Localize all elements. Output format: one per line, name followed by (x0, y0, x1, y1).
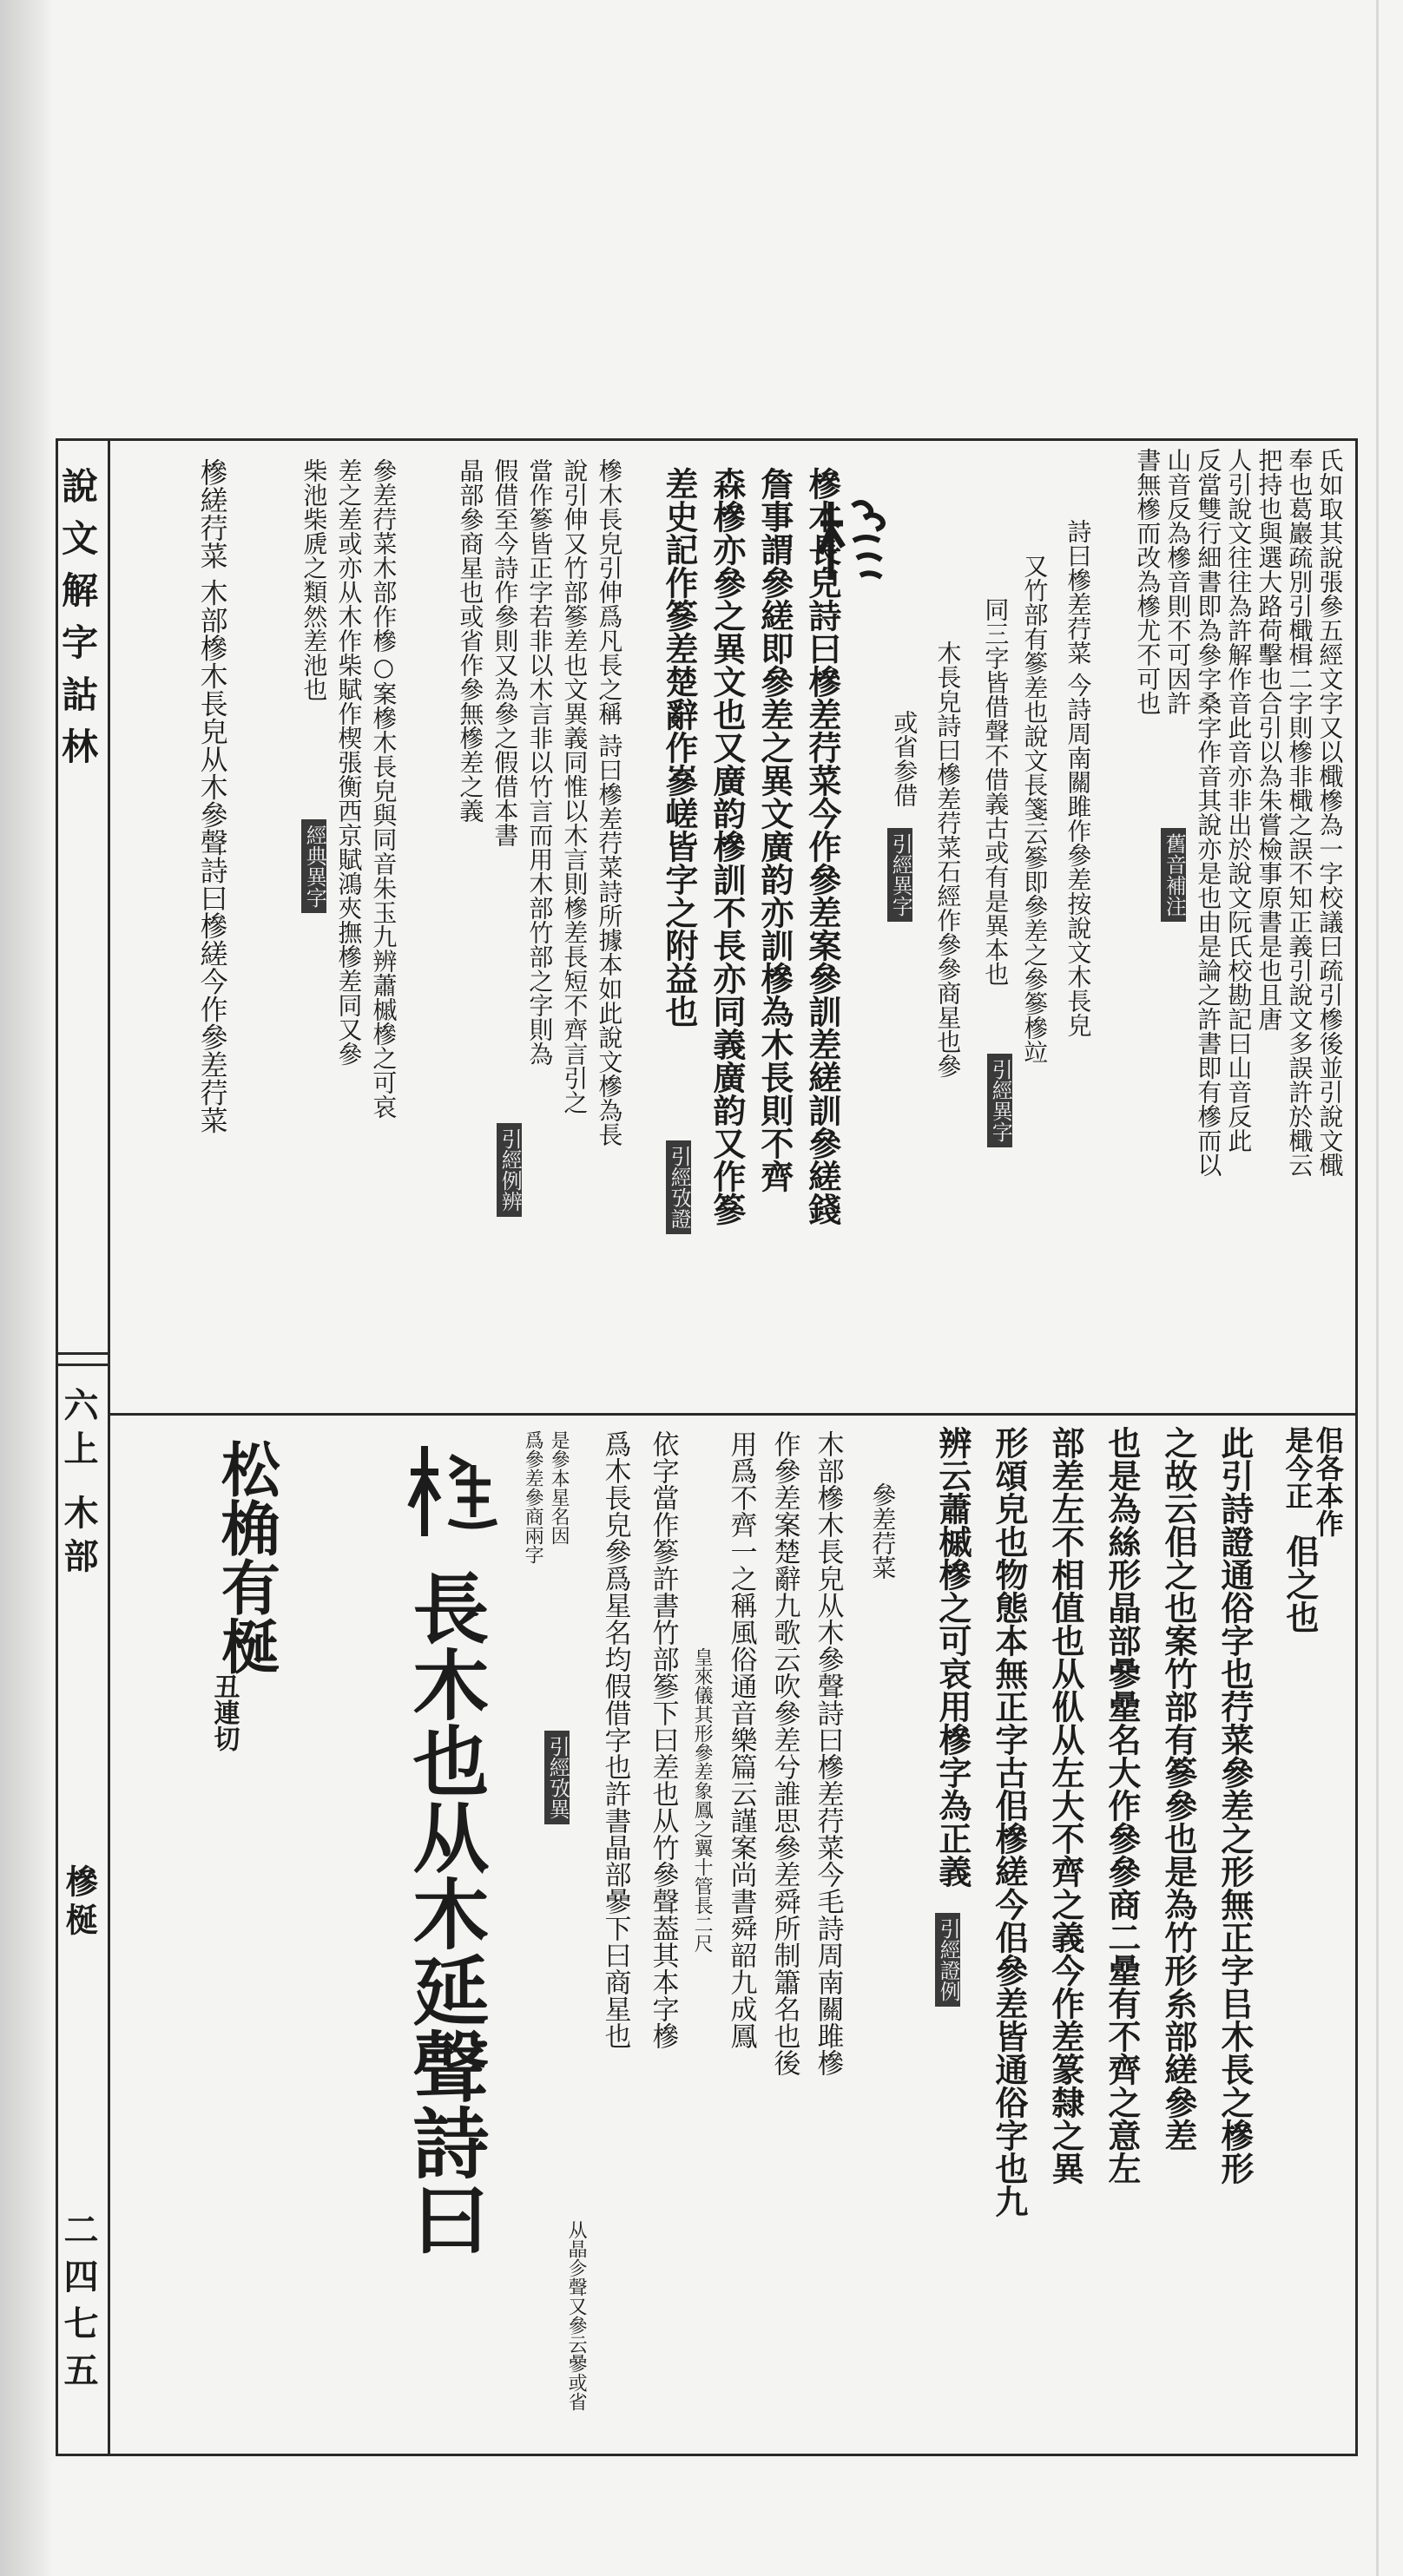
upper-text-col: 參差荇菜木部作槮○案槮木長皃與同音朱玉九辨蕭槭槮之可哀 (369, 458, 399, 1119)
lower-small-col: 皇來儀其形參差象鳳之翼十管長二尺 (691, 1647, 714, 1953)
annotation-tag (987, 1048, 1012, 1153)
tag-label: 引經異字 (887, 828, 912, 922)
tag-label: 經典異字 (301, 819, 326, 913)
tag-label: 舊音補注 (1161, 828, 1186, 922)
lower-right-col: 之故云佀之也案竹部有篸參也是為竹形糸部縒參差 (1158, 1426, 1198, 2152)
lower-text-col: 作參差案楚辭九歌云吹參差兮誰思參差舜所制簫名也後 (768, 1430, 800, 2076)
horizontal-divider (110, 1413, 1358, 1416)
lower-small-col: 从晶㐱聲又參云曑或省 (565, 2220, 588, 2411)
lower-right-col: 辨云蕭槭槮之可哀用槮字為正義 (932, 1426, 972, 1888)
upper-text-col: 槮縒荇菜 木部槮木長皃从木參聲詩曰槮縒今作參差荇菜 (195, 458, 229, 1134)
tag-label: 引經攷異 (544, 1731, 570, 1824)
tag-label: 引經證例 (935, 1913, 960, 2007)
lower-right-col: 是今正 (1281, 1426, 1314, 1509)
page-edge-line (1376, 0, 1379, 2576)
page-headwords: 槮梴 (60, 1864, 99, 1941)
page-number: 二四七五 (58, 2211, 99, 2399)
upper-text-col: 人引說文往往為許解作音此音亦非出於說文阮氏校勘記曰山音反此 (1224, 448, 1254, 1153)
lower-right-col: 佀之也 (1280, 1534, 1320, 1633)
upper-text-col: 或省参借 (890, 710, 919, 807)
upper-text-col: 把持也與選大路荷擊也合引以為朱嘗檢事原書是也且唐 (1255, 448, 1284, 1031)
annotation-tag (1161, 823, 1186, 927)
upper-text-col: 又竹部有篸差也說文長箋云篸即參差之參篸槮竝 (1020, 554, 1050, 1064)
fanqie-reading: 丑連切 (208, 1673, 240, 1751)
lower-right-col: 佀各本作 (1311, 1426, 1345, 1537)
upper-text-col: 氏如取其說張參五經文字又以檝槮為一字校議曰疏引槮後並引說文檝 (1315, 448, 1345, 1177)
upper-text-col: 當作篸皆正字若非以木言非以竹言而用木部竹部之字則為 (525, 458, 555, 1066)
book-title: 說文解字詁林 (56, 467, 99, 779)
upper-text-col: 槮木長皃引伸爲凡長之稱 詩曰槮差荇菜詩所據本如此說文槮為長 (595, 458, 624, 1147)
lower-small-col: 是參本星名因 (548, 1430, 570, 1545)
sidebar-divider (58, 1352, 108, 1366)
upper-text-col: 假借至今詩作參則又為參之假借本書 (491, 458, 520, 847)
page-sidebar (58, 441, 110, 2454)
book-binding-edge (0, 0, 54, 2576)
upper-text-col: 山音反為槮音則不可因許 (1163, 448, 1193, 715)
tag-label: 引經攷證 (666, 1140, 691, 1234)
lower-text-col: 用爲不齊一之稱風俗通音樂篇云謹案尚書舜韶九成鳳 (725, 1430, 757, 2049)
annotation-tag (301, 814, 326, 918)
upper-bold-col: 詹事謂參縒即參差之異文廣韵亦訓槮為木長則不齊 (754, 467, 794, 1193)
annotation-tag (497, 1118, 522, 1222)
annotation-tag (544, 1725, 570, 1830)
upper-bold-col: 差史記作篸差楚辭作嵾嵯皆字之附益也 (659, 467, 699, 1028)
lower-text-col: 木部槮木長皃从木參聲詩曰槮差荇菜今毛詩周南關雎槮 (812, 1430, 844, 2076)
upper-bold-col: 森槮亦參之異文也又廣韵槮訓不長亦同義廣韵又作篸 (707, 467, 747, 1226)
lower-text-col: 參差荇菜 (868, 1482, 898, 1580)
headword-definition: 長木也从木延聲詩曰 (400, 1569, 491, 2257)
annotation-tag (887, 823, 912, 927)
lower-right-col: 部差左不相值也从㐺从左大不齊之義今作差篆隸之異 (1045, 1426, 1085, 2185)
tag-label: 引經異字 (987, 1054, 1012, 1147)
upper-text-col: 說引伸又竹部篸差也文異義同惟以木言則槮差長短不齊言引之 (560, 458, 590, 1114)
annotation-tag (935, 1908, 960, 2012)
upper-text-col: 晶部參商星也或省作參無槮差之義 (456, 458, 485, 823)
lower-right-col: 形頌皃也物態本無正字古佀槮縒今佀參差皆通俗字也九 (989, 1426, 1029, 2218)
lower-right-col: 也是為絲形晶部曑曐名大作參參商二曐有不齊之意左 (1102, 1426, 1142, 2185)
upper-text-col: 同三字皆借聲不借義古或有是異本也 (981, 597, 1011, 986)
annotation-tag (666, 1135, 691, 1239)
headword-quote: 松桷有梴 (211, 1439, 281, 1675)
seal-script-glyph-chan (405, 1439, 501, 1543)
lower-text-col: 依字當作篸許書竹部篸下曰差也从竹參聲葢其本字槮 (647, 1430, 679, 2049)
upper-text-col: 書無槮而改為槮尤不可也 (1133, 448, 1163, 715)
lower-right-col: 此引詩證通俗字也荇菜參差之形無正字㠯木長之槮形 (1215, 1426, 1255, 2185)
upper-text-col: 木長皃詩曰槮差荇菜石經作參參商星也參 (933, 641, 963, 1078)
tag-label: 引經例辨 (497, 1123, 522, 1217)
upper-text-col: 奉也葛巖疏別引檝楫二字則槮非檝之誤不知正義引說文多誤許於檝云 (1285, 448, 1314, 1177)
upper-text-col: 反當雙行細書即為參字桑字作音其說亦是也由是論之許書即有槮而以 (1194, 448, 1223, 1177)
page-frame (56, 438, 1358, 2456)
upper-text-col: 差之差或亦从木作柴賦作楔張衡西京賦鴻夾撫槮差同又參 (334, 458, 364, 1066)
upper-bold-col: 槮木長皃詩曰槮差荇菜今作參差案參訓差縒訓參縒錢 (802, 467, 842, 1226)
lower-text-col: 爲木長皃參爲星名均假借字也許書晶部曑下曰商星也 (599, 1430, 631, 2049)
upper-text-col: 詩曰槮差荇菜 今詩周南關雎作參差按說文木長皃 (1064, 519, 1093, 1037)
section-label: 六上 木部 (58, 1387, 99, 1581)
lower-small-col: 爲參差參商兩字 (522, 1430, 544, 1564)
upper-text-col: 柴池柴虒之類然差池也 (300, 458, 329, 701)
